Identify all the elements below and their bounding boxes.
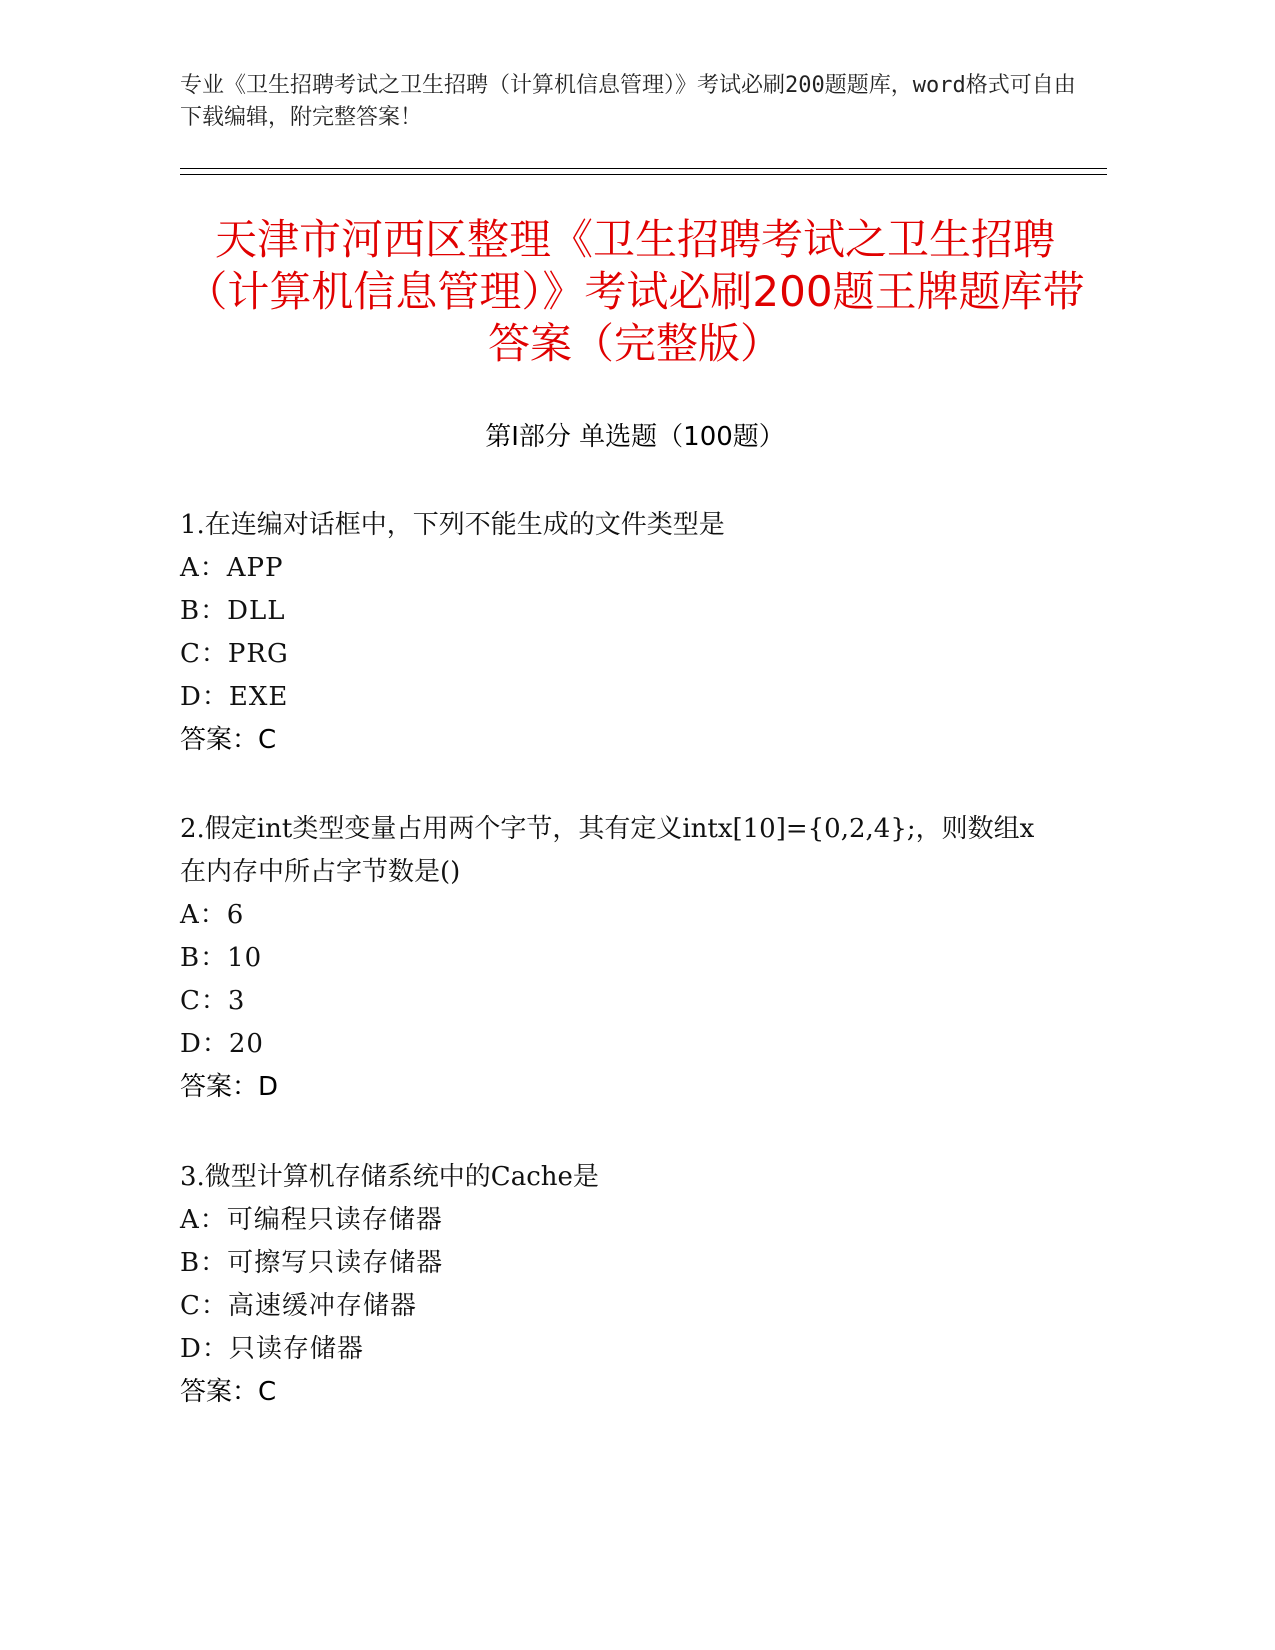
question-option: C：3: [180, 986, 246, 1016]
question-option: D：EXE: [180, 682, 289, 712]
question-option: D：只读存储器: [180, 1334, 364, 1364]
question-block: [180, 504, 1050, 762]
question-option: A：APP: [180, 553, 284, 583]
question-option: B：可擦写只读存储器: [180, 1248, 444, 1278]
question-option: C：高速缓冲存储器: [180, 1291, 417, 1321]
question-answer: 答案：D: [180, 1072, 279, 1102]
question-option: C：PRG: [180, 639, 289, 669]
question-answer: 答案：C: [180, 1377, 277, 1407]
question-option: B：10: [180, 943, 263, 973]
question-option: D：20: [180, 1029, 264, 1059]
question-stem: 1.在连编对话框中，下列不能生成的文件类型是: [180, 510, 725, 540]
header-note: 专业《卫生招聘考试之卫生招聘（计算机信息管理）》考试必刷200题题库，word格式可自由下载编辑，附完整答案！: [180, 73, 1076, 130]
question-answer: 答案：C: [180, 725, 277, 755]
section-heading: 第Ⅰ部分 单选题（100题）: [485, 422, 785, 452]
header-divider-bottom: [180, 174, 1107, 175]
document-title: 天津市河西区整理《卫生招聘考试之卫生招聘（计算机信息管理）》考试必刷200题王牌题库带答案（完整版）: [185, 215, 1085, 368]
question-stem: 2.假定int类型变量占用两个字节，其有定义intx[10]={0,2,4};，则数组x在内存中所占字节数是(): [180, 814, 1035, 887]
question-stem: 3.微型计算机存储系统中的Cache是: [180, 1162, 599, 1192]
question-block: [180, 808, 1050, 1109]
question-block: [180, 1156, 1050, 1414]
question-option: A：6: [180, 900, 245, 930]
question-option: B：DLL: [180, 596, 286, 626]
header-divider-top: [180, 168, 1107, 169]
question-option: A：可编程只读存储器: [180, 1205, 443, 1235]
